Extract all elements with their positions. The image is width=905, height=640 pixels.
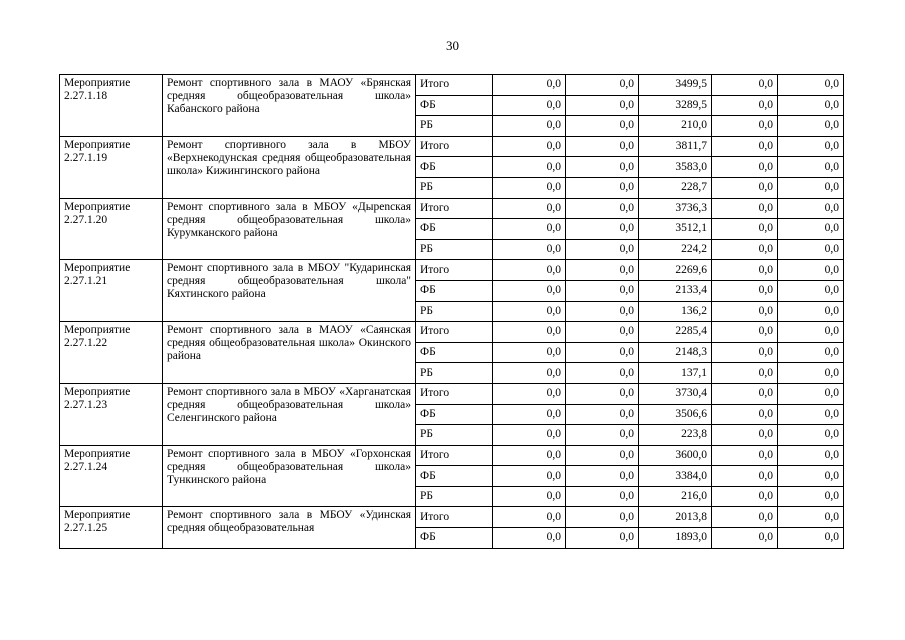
funding-source-cell: ФБ xyxy=(416,95,493,116)
amount-cell: 0,0 xyxy=(778,383,844,404)
funding-source-cell: Итого xyxy=(416,75,493,96)
amount-cell: 0,0 xyxy=(493,157,566,178)
event-id-cell: Мероприятие 2.27.1.18 xyxy=(60,75,163,137)
amount-cell: 0,0 xyxy=(566,445,639,466)
amount-cell: 0,0 xyxy=(712,342,778,363)
amount-cell: 0,0 xyxy=(778,177,844,198)
amount-cell: 0,0 xyxy=(493,528,566,549)
amount-cell: 0,0 xyxy=(493,342,566,363)
funding-source-cell: Итого xyxy=(416,322,493,343)
amount-cell: 0,0 xyxy=(778,239,844,260)
amount-cell: 0,0 xyxy=(778,528,844,549)
event-id-cell: Мероприятие 2.27.1.23 xyxy=(60,383,163,445)
amount-cell: 2133,4 xyxy=(639,280,712,301)
amount-cell: 0,0 xyxy=(712,486,778,507)
event-id-cell: Мероприятие 2.27.1.25 xyxy=(60,507,163,548)
amount-cell: 0,0 xyxy=(566,136,639,157)
amount-cell: 0,0 xyxy=(493,466,566,487)
table-row xyxy=(60,75,844,96)
amount-cell: 0,0 xyxy=(566,507,639,528)
amount-cell: 0,0 xyxy=(712,363,778,384)
page-number: 30 xyxy=(446,38,459,53)
funding-source-cell: Итого xyxy=(416,445,493,466)
funding-source-cell: ФБ xyxy=(416,466,493,487)
funding-source-cell: ФБ xyxy=(416,280,493,301)
amount-cell: 0,0 xyxy=(566,404,639,425)
amount-cell: 0,0 xyxy=(493,363,566,384)
amount-cell: 0,0 xyxy=(566,466,639,487)
funding-source-cell: Итого xyxy=(416,260,493,281)
amount-cell: 0,0 xyxy=(778,219,844,240)
amount-cell: 0,0 xyxy=(493,95,566,116)
amount-cell: 3730,4 xyxy=(639,383,712,404)
funding-source-cell: РБ xyxy=(416,239,493,260)
funding-source-cell: РБ xyxy=(416,116,493,137)
amount-cell: 0,0 xyxy=(778,198,844,219)
amount-cell: 0,0 xyxy=(566,198,639,219)
amount-cell: 0,0 xyxy=(493,322,566,343)
event-id-cell: Мероприятие 2.27.1.22 xyxy=(60,322,163,384)
amount-cell: 0,0 xyxy=(778,260,844,281)
amount-cell: 0,0 xyxy=(712,116,778,137)
amount-cell: 0,0 xyxy=(778,280,844,301)
funding-source-cell: Итого xyxy=(416,136,493,157)
event-description-cell: Ремонт спортивного зала в МБОУ «Дырenская средняя общеобразовательная школа» Курумканского района xyxy=(163,198,416,260)
budget-table xyxy=(59,74,844,549)
amount-cell: 2013,8 xyxy=(639,507,712,528)
table-row xyxy=(60,322,844,343)
amount-cell: 0,0 xyxy=(566,116,639,137)
amount-cell: 0,0 xyxy=(712,157,778,178)
amount-cell: 0,0 xyxy=(566,425,639,446)
amount-cell: 0,0 xyxy=(493,280,566,301)
amount-cell: 0,0 xyxy=(778,486,844,507)
amount-cell: 0,0 xyxy=(778,363,844,384)
amount-cell: 0,0 xyxy=(493,239,566,260)
amount-cell: 0,0 xyxy=(566,95,639,116)
amount-cell: 228,7 xyxy=(639,177,712,198)
funding-source-cell: РБ xyxy=(416,363,493,384)
amount-cell: 0,0 xyxy=(778,425,844,446)
event-description-cell: Ремонт спортивного зала в МБОУ «Харганатская средняя общеобразовательная школа» Селенгинского района xyxy=(163,383,416,445)
amount-cell: 0,0 xyxy=(778,136,844,157)
event-id-cell: Мероприятие 2.27.1.20 xyxy=(60,198,163,260)
amount-cell: 0,0 xyxy=(493,116,566,137)
amount-cell: 2269,6 xyxy=(639,260,712,281)
amount-cell: 0,0 xyxy=(493,219,566,240)
amount-cell: 0,0 xyxy=(566,383,639,404)
amount-cell: 224,2 xyxy=(639,239,712,260)
funding-source-cell: Итого xyxy=(416,383,493,404)
amount-cell: 0,0 xyxy=(566,219,639,240)
event-id-cell: Мероприятие 2.27.1.19 xyxy=(60,136,163,198)
amount-cell: 0,0 xyxy=(778,507,844,528)
amount-cell: 210,0 xyxy=(639,116,712,137)
amount-cell: 0,0 xyxy=(778,75,844,96)
amount-cell: 0,0 xyxy=(712,136,778,157)
funding-source-cell: РБ xyxy=(416,177,493,198)
amount-cell: 0,0 xyxy=(712,383,778,404)
amount-cell: 0,0 xyxy=(712,260,778,281)
table-row xyxy=(60,198,844,219)
amount-cell: 136,2 xyxy=(639,301,712,322)
funding-source-cell: Итого xyxy=(416,507,493,528)
amount-cell: 1893,0 xyxy=(639,528,712,549)
amount-cell: 0,0 xyxy=(778,322,844,343)
amount-cell: 0,0 xyxy=(493,445,566,466)
amount-cell: 0,0 xyxy=(493,260,566,281)
amount-cell: 3512,1 xyxy=(639,219,712,240)
amount-cell: 0,0 xyxy=(566,177,639,198)
event-description-cell: Ремонт спортивного зала в МАОУ «Брянская средняя общеобразовательная школа» Кабанского района xyxy=(163,75,416,137)
amount-cell: 0,0 xyxy=(566,260,639,281)
amount-cell: 0,0 xyxy=(493,383,566,404)
amount-cell: 3811,7 xyxy=(639,136,712,157)
amount-cell: 0,0 xyxy=(566,157,639,178)
table-row xyxy=(60,507,844,528)
amount-cell: 0,0 xyxy=(566,239,639,260)
amount-cell: 0,0 xyxy=(493,507,566,528)
amount-cell: 0,0 xyxy=(566,322,639,343)
amount-cell: 0,0 xyxy=(493,75,566,96)
table-row xyxy=(60,383,844,404)
table-row xyxy=(60,136,844,157)
amount-cell: 0,0 xyxy=(778,466,844,487)
amount-cell: 0,0 xyxy=(778,95,844,116)
amount-cell: 0,0 xyxy=(493,301,566,322)
funding-source-cell: Итого xyxy=(416,198,493,219)
funding-source-cell: ФБ xyxy=(416,528,493,549)
amount-cell: 0,0 xyxy=(712,507,778,528)
table-row xyxy=(60,260,844,281)
amount-cell: 0,0 xyxy=(778,116,844,137)
event-description-cell: Ремонт спортивного зала в МБОУ «Удинская средняя общеобразовательная xyxy=(163,507,416,548)
amount-cell: 0,0 xyxy=(712,404,778,425)
funding-source-cell: РБ xyxy=(416,425,493,446)
amount-cell: 3736,3 xyxy=(639,198,712,219)
amount-cell: 0,0 xyxy=(566,486,639,507)
funding-source-cell: ФБ xyxy=(416,404,493,425)
amount-cell: 0,0 xyxy=(778,404,844,425)
funding-source-cell: ФБ xyxy=(416,219,493,240)
amount-cell: 0,0 xyxy=(712,219,778,240)
amount-cell: 0,0 xyxy=(493,404,566,425)
amount-cell: 0,0 xyxy=(778,301,844,322)
funding-source-cell: РБ xyxy=(416,301,493,322)
amount-cell: 3499,5 xyxy=(639,75,712,96)
amount-cell: 0,0 xyxy=(712,425,778,446)
amount-cell: 0,0 xyxy=(493,136,566,157)
amount-cell: 0,0 xyxy=(712,239,778,260)
amount-cell: 0,0 xyxy=(566,280,639,301)
amount-cell: 0,0 xyxy=(778,342,844,363)
amount-cell: 0,0 xyxy=(712,445,778,466)
amount-cell: 0,0 xyxy=(712,198,778,219)
amount-cell: 0,0 xyxy=(712,95,778,116)
event-description-cell: Ремонт спортивного зала в МБОУ «Горхонская средняя общеобразовательная школа» Тункинского района xyxy=(163,445,416,507)
amount-cell: 3583,0 xyxy=(639,157,712,178)
amount-cell: 0,0 xyxy=(778,445,844,466)
event-description-cell: Ремонт спортивного зала в МБОУ "Кударинская средняя общеобразовательная школа" Кяхтинского района xyxy=(163,260,416,322)
amount-cell: 0,0 xyxy=(778,157,844,178)
amount-cell: 3384,0 xyxy=(639,466,712,487)
amount-cell: 0,0 xyxy=(493,486,566,507)
amount-cell: 137,1 xyxy=(639,363,712,384)
amount-cell: 0,0 xyxy=(712,528,778,549)
amount-cell: 0,0 xyxy=(566,75,639,96)
amount-cell: 0,0 xyxy=(566,301,639,322)
funding-source-cell: ФБ xyxy=(416,157,493,178)
amount-cell: 0,0 xyxy=(712,75,778,96)
amount-cell: 3600,0 xyxy=(639,445,712,466)
amount-cell: 223,8 xyxy=(639,425,712,446)
amount-cell: 0,0 xyxy=(712,177,778,198)
amount-cell: 0,0 xyxy=(566,363,639,384)
funding-source-cell: РБ xyxy=(416,486,493,507)
event-description-cell: Ремонт спортивного зала в МБОУ «Верхнекодунская средняя общеобразовательная школа» Кижингинского района xyxy=(163,136,416,198)
event-id-cell: Мероприятие 2.27.1.24 xyxy=(60,445,163,507)
amount-cell: 0,0 xyxy=(712,322,778,343)
amount-cell: 0,0 xyxy=(712,280,778,301)
amount-cell: 0,0 xyxy=(566,342,639,363)
table-row xyxy=(60,445,844,466)
event-id-cell: Мероприятие 2.27.1.21 xyxy=(60,260,163,322)
amount-cell: 0,0 xyxy=(493,177,566,198)
amount-cell: 2148,3 xyxy=(639,342,712,363)
amount-cell: 3506,6 xyxy=(639,404,712,425)
amount-cell: 0,0 xyxy=(712,301,778,322)
amount-cell: 0,0 xyxy=(712,466,778,487)
amount-cell: 0,0 xyxy=(493,198,566,219)
amount-cell: 2285,4 xyxy=(639,322,712,343)
amount-cell: 216,0 xyxy=(639,486,712,507)
event-description-cell: Ремонт спортивного зала в МАОУ «Саянская средняя общеобразовательная школа» Окинского района xyxy=(163,322,416,384)
funding-source-cell: ФБ xyxy=(416,342,493,363)
table-body xyxy=(60,75,844,549)
amount-cell: 0,0 xyxy=(493,425,566,446)
amount-cell: 0,0 xyxy=(566,528,639,549)
amount-cell: 3289,5 xyxy=(639,95,712,116)
